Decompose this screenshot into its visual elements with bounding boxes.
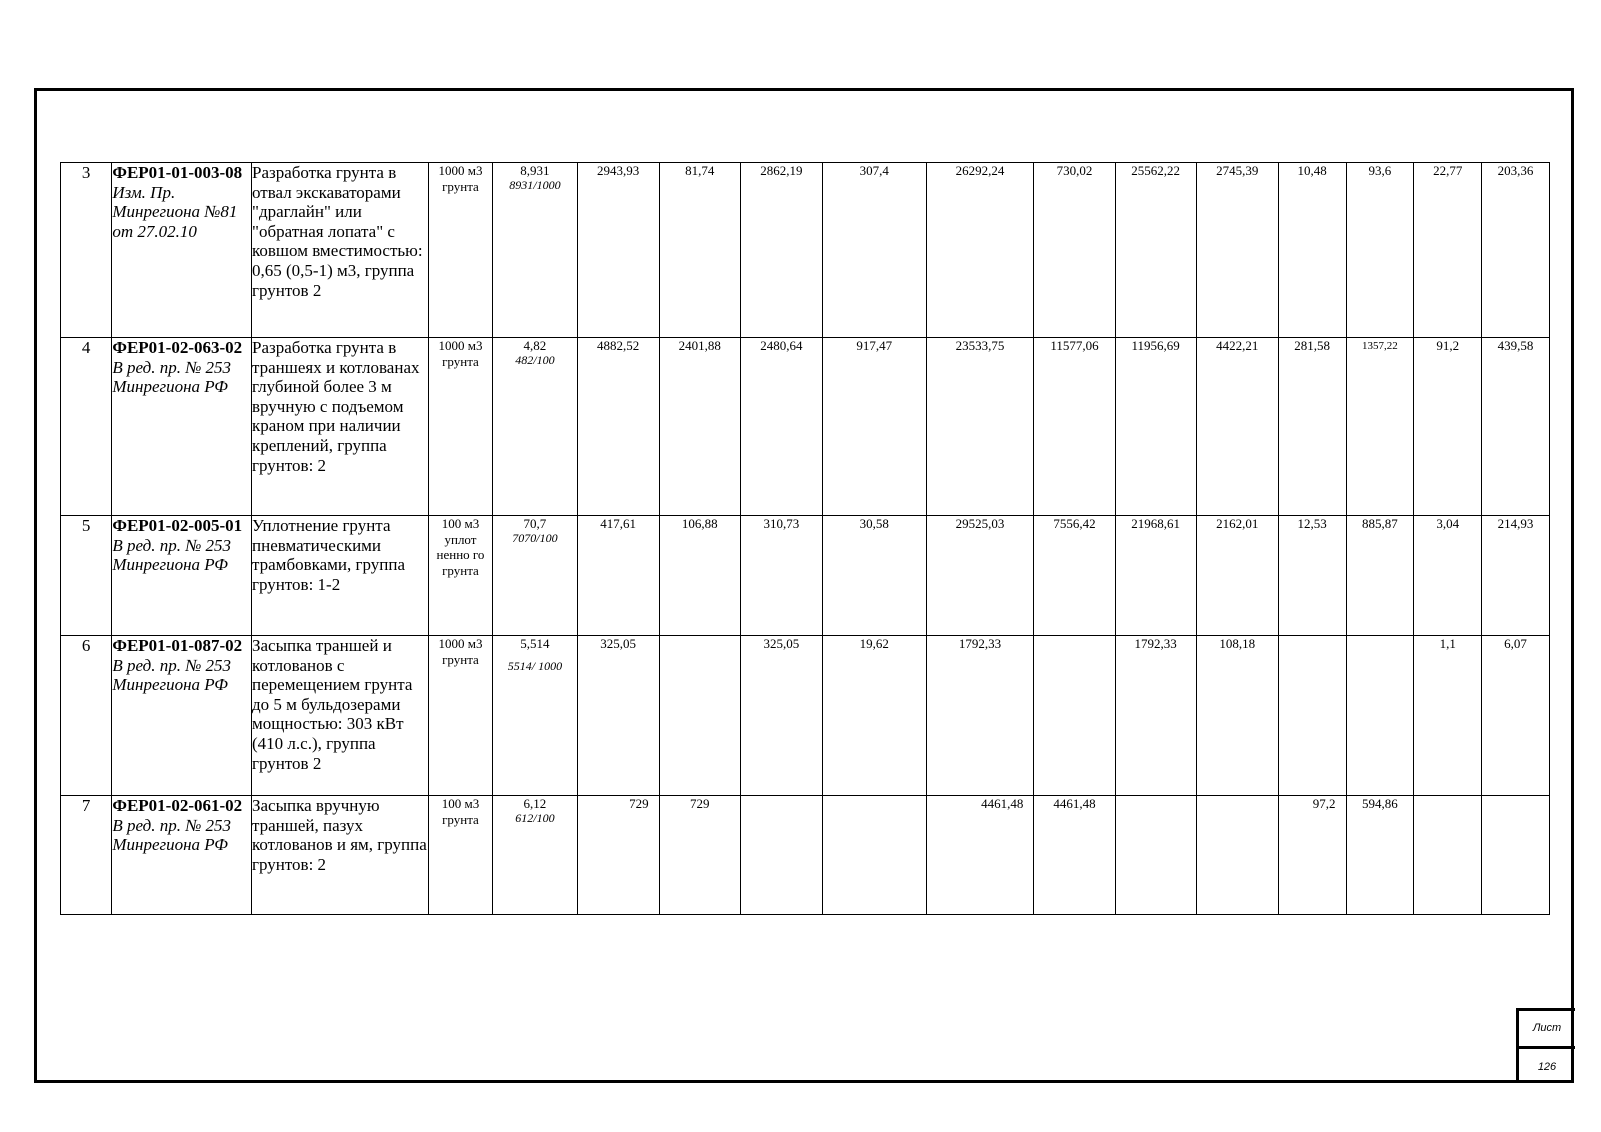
value-cell: 97,2 <box>1278 796 1346 915</box>
value-cell: 12,53 <box>1278 516 1346 636</box>
value-cell: 281,58 <box>1278 338 1346 516</box>
value-cell: 3,04 <box>1414 516 1482 636</box>
value-cell <box>1278 636 1346 796</box>
work-description: Засыпка вручную траншей, пазух котлованов и ям, группа грунтов: 2 <box>252 796 429 915</box>
rate-code: ФЕР01-02-061-02 <box>112 796 243 815</box>
rate-note: В ред. пр. № 253 Минрегиона РФ <box>112 815 231 854</box>
value-cell: 108,18 <box>1196 636 1278 796</box>
quantity-cell <box>493 516 577 636</box>
rate-note: Изм. Пр. Минрегиона №81 от 27.02.10 <box>112 182 238 241</box>
quantity: 8,931 <box>520 163 550 178</box>
quantity: 70,7 <box>523 516 547 531</box>
rate-code-cell <box>112 338 252 516</box>
value-cell: 594,86 <box>1346 796 1414 915</box>
table-row <box>61 338 1550 516</box>
value-cell: 19,62 <box>822 636 926 796</box>
quantity: 4,82 <box>523 338 547 353</box>
value-cell: 7556,42 <box>1034 516 1115 636</box>
value-cell: 730,02 <box>1034 163 1115 338</box>
quantity: 6,12 <box>523 796 547 811</box>
value-cell: 917,47 <box>822 338 926 516</box>
value-cell: 1,1 <box>1414 636 1482 796</box>
value-cell: 214,93 <box>1482 516 1550 636</box>
value-cell <box>1034 636 1115 796</box>
value-cell: 310,73 <box>740 516 822 636</box>
quantity-cell <box>493 163 577 338</box>
value-cell: 729 <box>577 796 659 915</box>
rate-note: В ред. пр. № 253 Минрегиона РФ <box>112 655 231 694</box>
value-cell: 2162,01 <box>1196 516 1278 636</box>
work-description: Разработка грунта в отвал экскаваторами "драглайн" или "обратная лопата" с ковшом вместимостью: 0,65 (0,5-1) м3, группа грунтов 2 <box>252 163 429 338</box>
unit-of-measure: 100 м3 грунта <box>428 796 493 915</box>
value-cell <box>1414 796 1482 915</box>
row-number: 6 <box>61 636 112 796</box>
value-cell: 93,6 <box>1346 163 1414 338</box>
value-cell: 4422,21 <box>1196 338 1278 516</box>
unit-of-measure: 1000 м3 грунта <box>428 636 493 796</box>
rate-code: ФЕР01-01-003-08 <box>112 163 243 182</box>
value-cell <box>1115 796 1196 915</box>
value-cell: 91,2 <box>1414 338 1482 516</box>
value-cell: 4461,48 <box>1034 796 1115 915</box>
rate-code-cell <box>112 636 252 796</box>
value-cell: 325,05 <box>740 636 822 796</box>
value-cell: 885,87 <box>1346 516 1414 636</box>
estimate-table <box>60 162 1550 915</box>
rate-code-cell <box>112 796 252 915</box>
sheet-label: Лист <box>1519 1011 1575 1049</box>
value-cell: 4882,52 <box>577 338 659 516</box>
value-cell: 81,74 <box>659 163 740 338</box>
value-cell <box>740 796 822 915</box>
value-cell <box>1346 636 1414 796</box>
unit-of-measure: 1000 м3 грунта <box>428 163 493 338</box>
unit-of-measure: 100 м3 уплот ненно го грунта <box>428 516 493 636</box>
row-number: 7 <box>61 796 112 915</box>
value-cell: 4461,48 <box>926 796 1034 915</box>
row-number: 5 <box>61 516 112 636</box>
value-cell: 106,88 <box>659 516 740 636</box>
value-cell <box>1196 796 1278 915</box>
rate-code-cell <box>112 516 252 636</box>
value-cell: 1792,33 <box>926 636 1034 796</box>
rate-code: ФЕР01-01-087-02 <box>112 636 243 655</box>
value-cell: 2862,19 <box>740 163 822 338</box>
value-cell <box>822 796 926 915</box>
work-description: Уплотнение грунта пневматическими трамбовками, группа грунтов: 1-2 <box>252 516 429 636</box>
value-cell: 21968,61 <box>1115 516 1196 636</box>
rate-note: В ред. пр. № 253 Минрегиона РФ <box>112 535 231 574</box>
rate-code: ФЕР01-02-005-01 <box>112 516 243 535</box>
value-cell: 2943,93 <box>577 163 659 338</box>
quantity-formula: 7070/100 <box>512 531 558 545</box>
value-cell: 439,58 <box>1482 338 1550 516</box>
work-description: Засыпка траншей и котлованов с перемещением грунта до 5 м бульдозерами мощностью: 303 кВт (410 л.с.), группа грунтов 2 <box>252 636 429 796</box>
row-number: 4 <box>61 338 112 516</box>
value-cell: 1357,22 <box>1346 338 1414 516</box>
value-cell: 2401,88 <box>659 338 740 516</box>
value-cell: 325,05 <box>577 636 659 796</box>
value-cell: 6,07 <box>1482 636 1550 796</box>
quantity-formula: 5514/ 1000 <box>507 659 563 673</box>
value-cell: 417,61 <box>577 516 659 636</box>
table-row <box>61 796 1550 915</box>
value-cell: 25562,22 <box>1115 163 1196 338</box>
quantity-formula: 482/100 <box>515 353 555 367</box>
value-cell: 203,36 <box>1482 163 1550 338</box>
row-number: 3 <box>61 163 112 338</box>
value-cell: 307,4 <box>822 163 926 338</box>
value-cell: 23533,75 <box>926 338 1034 516</box>
table-row <box>61 163 1550 338</box>
value-cell: 1792,33 <box>1115 636 1196 796</box>
quantity-formula: 612/100 <box>515 811 555 825</box>
value-cell: 2745,39 <box>1196 163 1278 338</box>
work-description: Разработка грунта в траншеях и котлованах глубиной более 3 м вручную с подъемом краном при наличии креплений, группа грунтов: 2 <box>252 338 429 516</box>
sheet-stamp <box>1516 1008 1575 1083</box>
table-row <box>61 636 1550 796</box>
unit-of-measure: 1000 м3 грунта <box>428 338 493 516</box>
rate-note: В ред. пр. № 253 Минрегиона РФ <box>112 357 231 396</box>
quantity: 5,514 <box>520 636 550 651</box>
quantity-cell <box>493 796 577 915</box>
value-cell: 729 <box>659 796 740 915</box>
table-row <box>61 516 1550 636</box>
value-cell <box>1482 796 1550 915</box>
rate-code-cell <box>112 163 252 338</box>
sheet-number: 126 <box>1537 1061 1557 1073</box>
value-cell: 10,48 <box>1278 163 1346 338</box>
quantity-cell <box>493 636 577 796</box>
value-cell: 11577,06 <box>1034 338 1115 516</box>
value-cell <box>659 636 740 796</box>
value-cell: 29525,03 <box>926 516 1034 636</box>
value-cell: 11956,69 <box>1115 338 1196 516</box>
quantity-cell <box>493 338 577 516</box>
rate-code: ФЕР01-02-063-02 <box>112 338 243 357</box>
value-cell: 22,77 <box>1414 163 1482 338</box>
quantity-formula: 8931/1000 <box>509 178 561 192</box>
value-cell: 2480,64 <box>740 338 822 516</box>
value-cell: 26292,24 <box>926 163 1034 338</box>
value-cell: 30,58 <box>822 516 926 636</box>
